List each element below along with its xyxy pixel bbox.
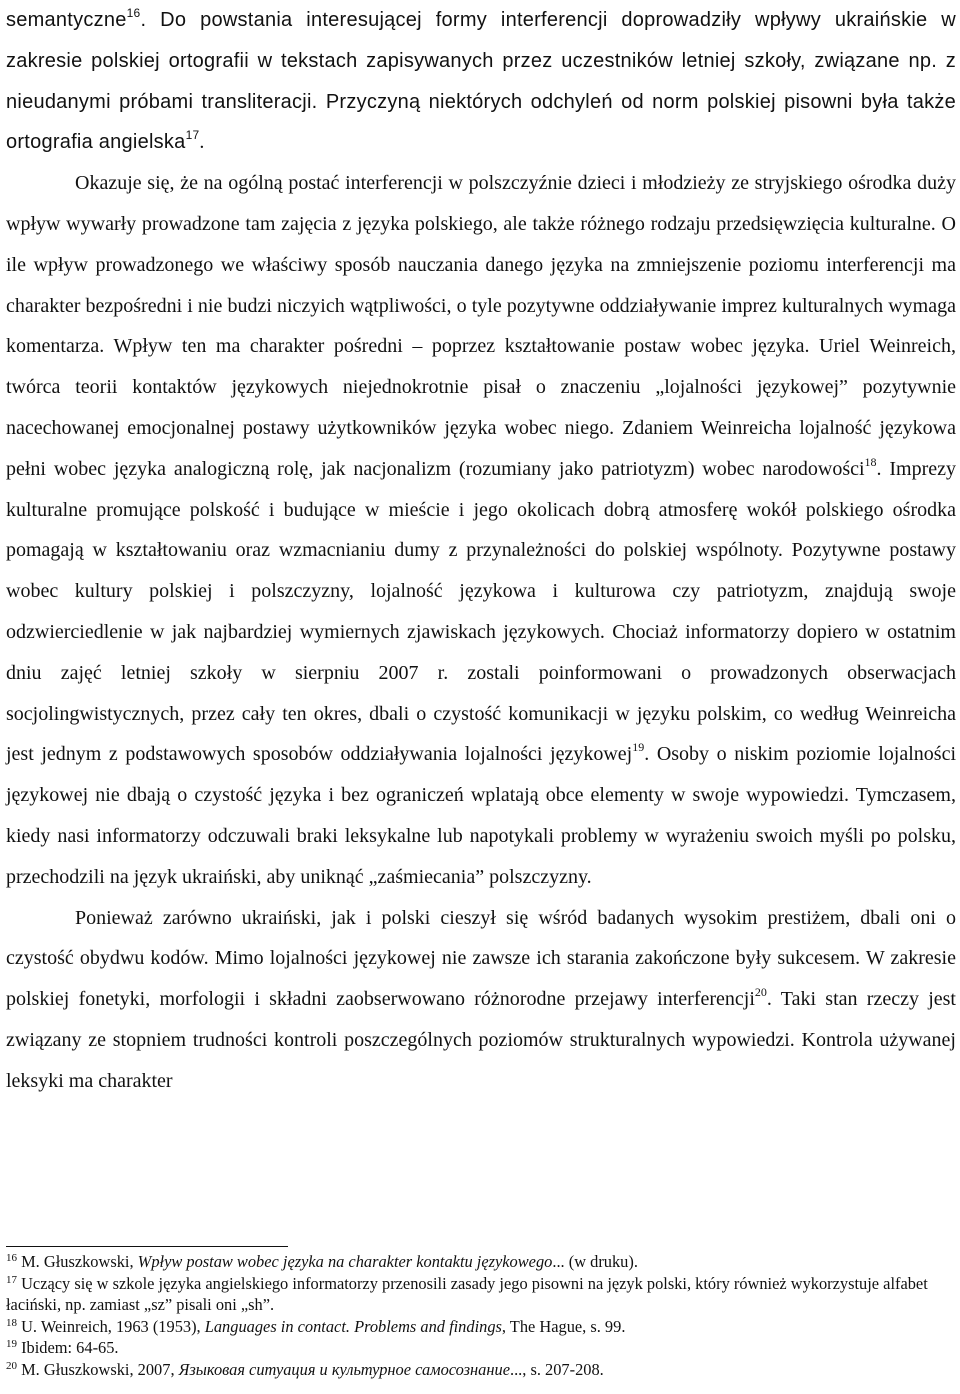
- text-run: .: [199, 131, 205, 154]
- paragraph-3: [6, 898, 956, 1102]
- footnote-title: Languages in contact. Problems and findings: [204, 1316, 502, 1336]
- footnote-text: ... (w druku).: [552, 1252, 638, 1271]
- main-text: [6, 0, 956, 1102]
- footnote-text: M. Głuszkowski, 2007,: [17, 1359, 179, 1379]
- text-run: . Imprezy kulturalne promujące polskość i budujące w mieście i jego okolicach dobrą atmosferę wokół polskiego ośrodka pomagają w kształtowaniu oraz wzmacnianiu dumy z przynależności do polskiej wspólnoty. Pozytywne postawy wobec kultury polskiej i polszczyzny, lojalność językowa i kulturowa czy patriotyzm, znajdują swoje odzwierciedlenie w jak najbardziej wymiernych zjawiskach językowych. Chociaż informatorzy dopiero w ostatnim dniu zajęć letniej szkoły w sierpniu 2007 r. zostali poinformowani o prowadzonych obserwacjach socjolingwistycznych, przez cały ten okres, dbali o czystość komunikacji w języku polskim, co według Weinreicha jest jednym z podstawowych sposobów oddziaływania lojalności językowej: [6, 457, 957, 766]
- footnote-ref-17[interactable]: 17: [185, 128, 200, 143]
- footnote-title: Языковая ситуация и культурное самосознание: [178, 1359, 510, 1379]
- footnote-ref-19[interactable]: 19: [632, 740, 645, 755]
- footnotes: [6, 1246, 956, 1381]
- footnote-16: [6, 1251, 956, 1273]
- text-run: . Taki stan rzeczy jest związany ze stopniem trudności kontroli poszczególnych poziomów strukturalnych wypowiedzi. Kontrola używanej leksyki ma charakter: [6, 988, 956, 1092]
- footnote-text: U. Weinreich, 1963 (1953),: [17, 1316, 205, 1336]
- footnote-text: M. Głuszkowski,: [17, 1252, 138, 1271]
- footnote-text: ..., s. 207-208.: [509, 1359, 604, 1379]
- footnote-20: [6, 1359, 956, 1381]
- footnote-18: [6, 1316, 956, 1338]
- footnote-text: Uczący się w szkole języka angielskiego informatorzy przenosili zasady jego pisowni na język polski, który również wykorzystuje alfabet łaciński, np. zamiast „sz” pisali oni „sh”.: [6, 1273, 928, 1315]
- paragraph-2: [6, 163, 956, 897]
- footnote-number: 19: [6, 1338, 17, 1351]
- text-run: Ponieważ zarówno ukraiński, jak i polski cieszył się wśród badanych wysokim prestiżem, dbali oni o czystość obydwu kodów. Mimo lojalności językowej nie zawsze ich starania zakończone były sukcesem. W zakresie polskiej fonetyki, morfologii i składni zaobserwowano różnorodne przejawy interferencji: [6, 906, 956, 1011]
- footnote-text: Ibidem: 64-65.: [17, 1338, 119, 1358]
- footnote-number: 16: [6, 1252, 17, 1264]
- footnote-19: [6, 1337, 956, 1359]
- footnote-text: , The Hague, s. 99.: [501, 1316, 626, 1336]
- footnote-ref-20[interactable]: 20: [754, 985, 767, 1000]
- footnote-separator: [6, 1246, 288, 1247]
- paragraph-1-lead: [6, 6, 956, 154]
- text-run: semantyczne: [6, 9, 127, 31]
- footnote-ref-16[interactable]: 16: [126, 6, 141, 20]
- text-run: . Osoby o niskim poziomie lojalności językowej nie dbają o czystość języka i bez ograniczeń wplatają obce elementy w swoje wypowiedzi. Tymczasem, kiedy nasi informatorzy odczuwali braki leksykalne lub napotykali problemy w wyrażeniu swoich myśli po polsku, przechodzili na język ukraiński, aby uniknąć „zaśmiecania” polszczyzny.: [6, 743, 957, 888]
- body-text: [6, 0, 956, 1102]
- footnote-17: [6, 1273, 956, 1316]
- footnote-ref-18[interactable]: 18: [864, 454, 877, 469]
- footnote-title: Wpływ postaw wobec języka na charakter kontaktu językowego: [137, 1252, 553, 1271]
- text-run: Okazuje się, że na ogólną postać interferencji w polszczyźnie dzieci i młodzieży ze stryjskiego ośrodka duży wpływ wywarły prowadzone tam zajęcia z języka polskiego, ale także różnego rodzaju przedsięwzięcia kulturalne. O ile wpływ prowadzonego we właściwy sposób nauczania danego języka na zmniejszenie poziomu interferencji ma charakter bezpośredni i nie budzi niczyich wątpliwości, o tyle pozytywne oddziaływanie imprez kulturalnych wymaga komentarza. Wpływ ten ma charakter pośredni – poprzez kształtowanie postaw wobec języka. Uriel Weinreich, twórca teorii kontaktów językowych niejednokrotnie pisał o znaczeniu „lojalności językowej” pozytywnie nacechowanej emocjonalnej postawy użytkowników języka wobec niego. Zdaniem Weinreicha lojalność językowa pełni wobec języka analogiczną rolę, jak nacjonalizm (rozumiany jako patriotyzm) wobec narodowości: [6, 172, 956, 480]
- footnote-number: 18: [6, 1316, 17, 1329]
- footnote-number: 17: [6, 1273, 17, 1286]
- paragraph-1: [6, 0, 956, 163]
- text-run: . Do powstania interesującej formy interferencji doprowadziły wpływy ukraińskie w zakresie polskiej ortografii w tekstach zapisywanych przez uczestników letniej szkoły, związane np. z nieudanymi próbami transliteracji. Przyczyną niektórych odchyleń od norm polskiej pisowni była także ortografia angielska: [6, 9, 956, 154]
- footnote-number: 20: [6, 1359, 17, 1372]
